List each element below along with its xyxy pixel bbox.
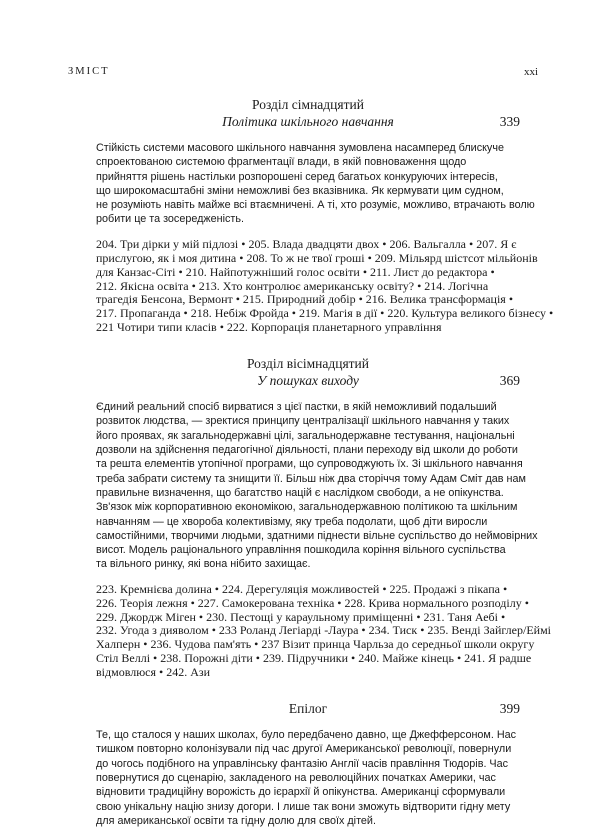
abstract-line: що широкомасштабні зміни неможливі без вказівника. Як кермувати цим судном, bbox=[96, 184, 504, 197]
epilogue-page: 399 bbox=[499, 701, 520, 717]
section-18-chapter-list bbox=[96, 581, 552, 680]
running-head-page-number: xxi bbox=[523, 66, 538, 78]
chapter-line: трагедія Бенсона, Вермонт • 215. Природний добір • 216. Велика трансформація • bbox=[96, 292, 514, 307]
chapter-line: прислугою, як і моя дитина • 208. То ж не твої гроші • 209. Мільярд шістсот мільйонів bbox=[96, 250, 538, 265]
abstract-line: правильне визначення, що багатство націй є наслідком свободи, а не опікунства. bbox=[96, 486, 504, 499]
section-18-abstract bbox=[96, 400, 538, 572]
chapter-line: 223. Кремнієва долина • 224. Дерегуляція можливостей • 225. Продажі з пікапа • bbox=[96, 581, 508, 596]
chapter-line: для Канзас-Сіті • 210. Найпотужніший голос освіти • 211. Лист до редактора • bbox=[96, 264, 495, 279]
chapter-line: 232. Угода з дияволом • 233 Роланд Легіарді -Лаура • 234. Тиск • 235. Венді Зайглер/Еймі bbox=[96, 623, 552, 638]
abstract-line: висот. Модель раціонального управління пошкодила коріння вільного суспільства bbox=[96, 544, 506, 557]
chapter-line: Стіл Веллі • 238. Порожні діти • 239. Підручники • 240. Майже кінець • 241. Я радше bbox=[96, 651, 532, 666]
abstract-line: до чогось подібного на управлінську фантазію Англії часів правління Тюдорів. Час bbox=[96, 757, 509, 770]
chapter-line: 217. Пропаганда • 218. Небіж Фройда • 219. Магія в дії • 220. Культура великого бізнесу • bbox=[96, 306, 554, 321]
running-head-title: ЗМІСТ bbox=[68, 66, 110, 77]
section-18-subtitle: У пошуках виходу bbox=[257, 373, 359, 389]
abstract-line: самостійними, творчими людьми, здатними піднести вільне суспільство до неймовірних bbox=[96, 529, 538, 542]
chapter-line: 229. Джордж Міген • 230. Пестощі у караульному приміщенні • 231. Таня Аебі • bbox=[96, 609, 506, 624]
chapter-line: Халперн • 236. Чудова пам'ять • 237 Візит принца Чарльза до середньої школи округу bbox=[96, 637, 535, 652]
section-17-chapter-list bbox=[96, 236, 554, 335]
chapter-line: 204. Три дірки у мій підлозі • 205. Влада двадцяти двох • 206. Вальгалла • 207. Я є bbox=[96, 236, 517, 251]
abstract-line: Єдиний реальний спосіб вирватися з цієї пастки, в якій неможливий подальший bbox=[96, 401, 497, 414]
section-18-page: 369 bbox=[499, 373, 520, 389]
abstract-line: Те, що сталося у наших школах, було передбачено давно, ще Джефферсоном. Нас bbox=[96, 729, 517, 742]
section-17-heading bbox=[96, 96, 520, 130]
abstract-line: прийняття рішень настільки розпорошені серед багатьох конкуруючих інтересів, bbox=[96, 170, 498, 183]
abstract-line: повернутися до сценарію, закладеного на революційних початках Америки, час bbox=[96, 771, 496, 784]
chapter-line: 212. Якісна освіта • 213. Хто контролює американську освіту? • 214. Логічна bbox=[96, 278, 489, 293]
epilogue-heading bbox=[96, 700, 520, 717]
abstract-line: відновити традиційну ворожість до ієрархії й опікунства. Американці сформували bbox=[96, 786, 506, 799]
spacer bbox=[96, 680, 520, 700]
running-head bbox=[68, 66, 538, 78]
abstract-line: навчанням — це хвороба колективізму, яку треба подолати, щоб діти виросли bbox=[96, 515, 488, 528]
abstract-line: треба забрати систему та знищити її. Більш ніж два сторіччя тому Адам Сміт дав нам bbox=[96, 472, 526, 485]
abstract-line: та вільного ринку, які вона нібито захищає. bbox=[96, 558, 311, 571]
abstract-line: його проявах, як загальнодержавні цілі, загальнодержавне тестування, національні bbox=[96, 429, 515, 442]
chapter-line: 221 Чотири типи класів • 222. Корпорація планетарного управління bbox=[96, 320, 442, 335]
abstract-line: Стійкість системи масового шкільного навчання зумовлена насамперед блискуче bbox=[96, 142, 504, 154]
chapter-line: відмовлюся • 242. Ази bbox=[96, 665, 211, 680]
section-17-page: 339 bbox=[499, 114, 520, 129]
spacer bbox=[96, 335, 520, 355]
table-of-contents bbox=[96, 96, 554, 828]
abstract-line: не розуміють навіть майже всі втаємничені. А ті, хто розуміє, можливо, втрачають волю bbox=[96, 199, 535, 212]
epilogue-title: Епілог bbox=[288, 701, 328, 717]
section-17-title: Розділ сімнадцятий bbox=[252, 97, 364, 112]
epilogue-abstract bbox=[96, 728, 520, 828]
abstract-line: дозволи на здійснення педагогічної діяльності, плани переходу від школи до роботи bbox=[96, 444, 518, 457]
section-17-abstract bbox=[96, 141, 535, 227]
chapter-line: 226. Теорія лежня • 227. Самокерована техніка • 228. Крива нормального розподілу • bbox=[96, 595, 529, 610]
abstract-line: Зв'язок між корпоративною економікою, загальнодержавною політикою та шкільним bbox=[96, 501, 518, 514]
abstract-line: спроектованою системою фрагментації влади, в якій повноваження щодо bbox=[96, 156, 467, 169]
section-18-heading bbox=[96, 355, 520, 389]
abstract-line: робити це та зосередженість. bbox=[96, 213, 244, 226]
abstract-line: розвиток людства, — зректися принципу централізації шкільного навчання у таких bbox=[96, 415, 510, 428]
abstract-line: для американської освіти та гідну долю для своїх дітей. bbox=[96, 814, 376, 827]
section-18-title: Розділ вісімнадцятий bbox=[246, 356, 370, 372]
section-17-subtitle: Політика шкільного навчання bbox=[222, 114, 394, 129]
abstract-line: свою унікальну націю знизу догори. І лише так вони зможуть відтворити гідну мету bbox=[96, 800, 511, 813]
abstract-line: тишком повторно колонізували під час другої Американської революції, повернули bbox=[96, 743, 512, 756]
abstract-line: та решта елементів утопічної програми, що супроводжують їх. Зі шкільного навчання bbox=[96, 458, 523, 471]
